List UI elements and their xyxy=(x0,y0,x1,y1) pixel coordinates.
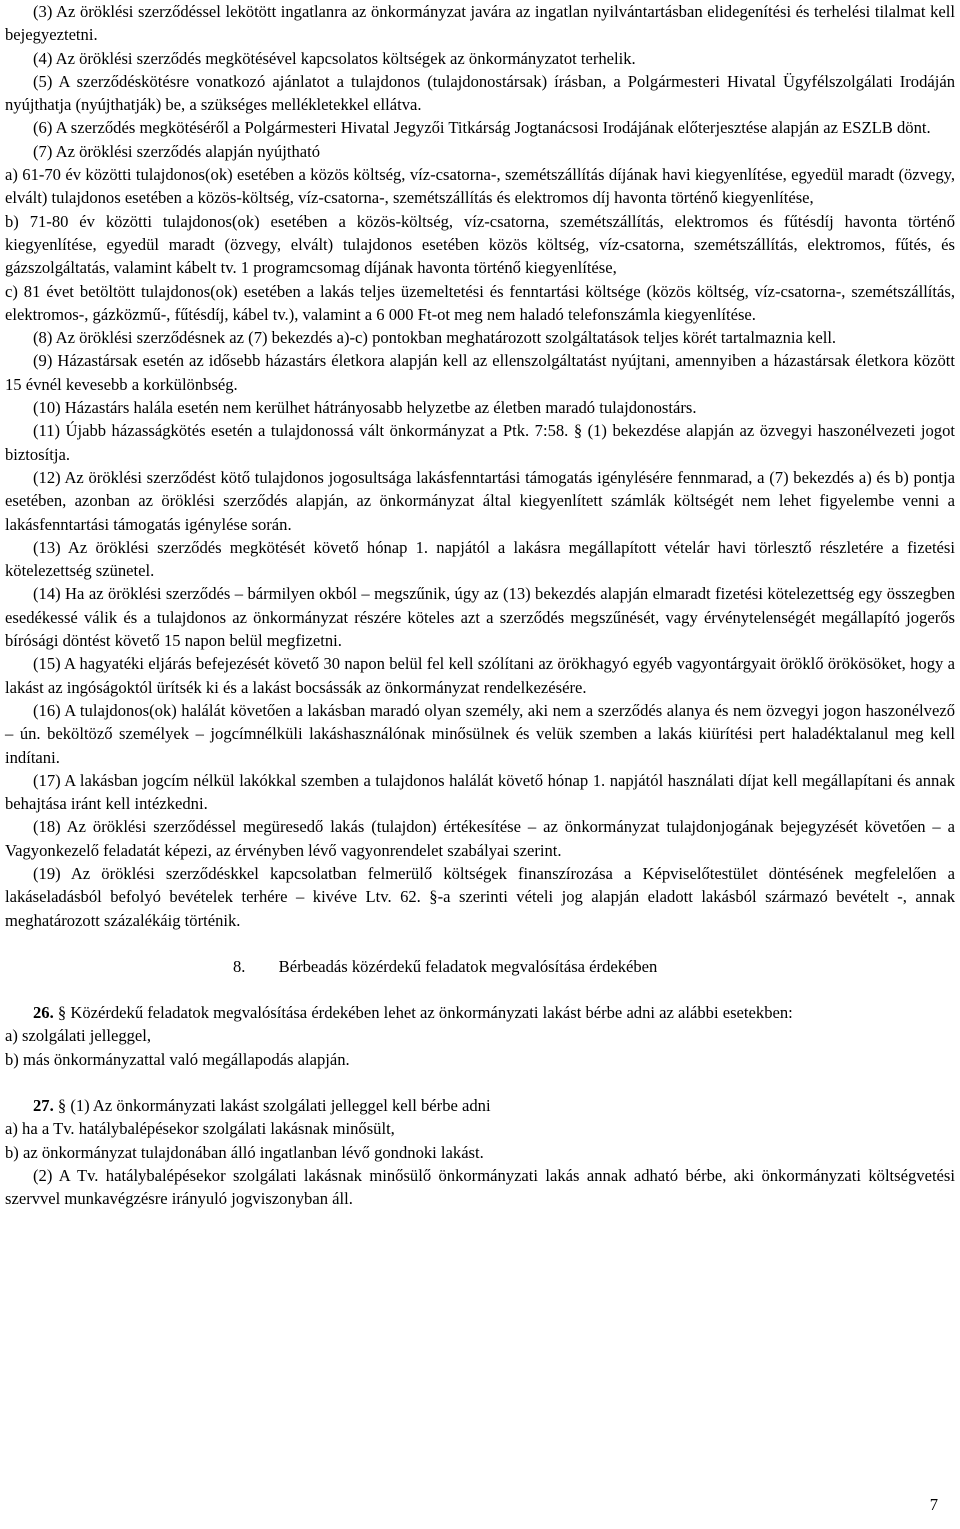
section-26-number: 26. xyxy=(33,1003,54,1023)
paragraph-7: (7) Az öröklési szerződés alapján nyújtható xyxy=(33,141,321,161)
document-body xyxy=(5,0,955,1211)
paragraph-13: (13) Az öröklési szerződés megkötését követő hónap 1. napjától a lakásra megállapított vételár havi törlesztő részletére a fizetési kötelezettség szünetel. xyxy=(5,537,955,581)
paragraph-18: (18) Az öröklési szerződéssel megüresedő lakás (tulajdon) értékesítése – az önkormányzat tulajdonjogának bejegyzését követően – a Vagyonkezelő feladatát képezi, az érvényben lévő vagyonrendelet szabályai szerint. xyxy=(5,817,955,860)
section-26 xyxy=(5,1001,955,1024)
paragraph-19: (19) Az öröklési szerződéskkel kapcsolatban felmerülő költségek finanszírozása a Képviselőtestület döntésének megfelelően a lakáseladásból befolyó bevételek terhére – kivéve Ltv. 62. §-a szerinti vételi jog alapján eladott lakásból származó bevételt -, annak meghatározott százalékáig történik. xyxy=(5,863,955,930)
section-26-text: § Közérdekű feladatok megvalósítása érdekében lehet az önkormányzati lakást bérbe adni az alábbi esetekben: xyxy=(53,1003,793,1023)
paragraph-7c: c) 81 évet betöltött tulajdonos(ok) esetében a lakás teljes üzemeltetési és fenntartási költsége (közös költség, víz-csatorna-, szemétszállítás, elektromos-, gázközmű-, fűtésdíj, kábel tv.), valamint a 6 000 Ft-ot meg nem haladó telefonszámla kiegyenlítése. xyxy=(5,281,955,324)
section-26-item-a: a) szolgálati jelleggel, xyxy=(5,1026,152,1046)
paragraph-9: (9) Házastársak esetén az idősebb házastárs életkora alapján kell az ellenszolgáltatást nyújtani, amennyiben a házastársak életkora között 15 évnél kevesebb a korkülönbség. xyxy=(5,351,955,394)
section-27-item-b: b) az önkormányzat tulajdonában álló ingatlanban lévő gondnoki lakást. xyxy=(5,1142,484,1162)
section-gap xyxy=(5,1071,955,1094)
paragraph-12: (12) Az öröklési szerződést kötő tulajdonos jogosultsága lakásfenntartási támogatás igénylésére fennmarad, a (7) bekezdés a) és b) pontja esetében, azonban az öröklési szerződés alapján, az önkormányzat által kiegyenlített számlák költségét nem lehet figyelembe venni a lakásfenntartási támogatás igénylése során. xyxy=(5,467,955,534)
paragraph-10: (10) Házastárs halála esetén nem kerülhet hátrányosabb helyzetbe az életben maradó tulajdonostárs. xyxy=(33,398,697,418)
chapter-heading: 8. Bérbeadás közérdekű feladatok megvalósítása érdekében xyxy=(233,956,658,976)
paragraph-15: (15) A hagyatéki eljárás befejezését követő 30 napon belül fel kell szólítani az örökhagyó egyéb vagyontárgyait öröklő örökösöket, hogy a lakást az ingóságoktól ürítsék ki és a lakást bocsássák az önkormányzat rendelkezésére. xyxy=(5,654,955,697)
paragraph-7a: a) 61-70 év közötti tulajdonos(ok) esetében a közös költség, víz-csatorna-, szemétszállítás díjának havi kiegyenlítése, egyedül maradt (özvegy, elvált) tulajdonos esetében a közös-költség, víz-csatorna-, szemétszállítás és elektromos díj havonta történő kiegyenlítése, xyxy=(5,165,955,208)
paragraph-8: (8) Az öröklési szerződésnek az (7) bekezdés a)-c) pontokban meghatározott szolgáltatások teljes körét tartalmaznia kell. xyxy=(33,328,837,348)
section-26-item-b: b) más önkormányzattal való megállapodás alapján. xyxy=(5,1049,350,1069)
paragraph-4: (4) Az öröklési szerződés megkötésével kapcsolatos költségek az önkormányzatot terhelik. xyxy=(33,48,636,68)
paragraph-5: (5) A szerződéskötésre vonatkozó ajánlatot a tulajdonos (tulajdonostársak) írásban, a Polgármesteri Hivatal Ügyfélszolgálati Irodáján nyújthatja (nyújthatják) be, a szükséges mellékletekkel ellátva. xyxy=(5,71,955,115)
paragraph-17: (17) A lakásban jogcím nélkül lakókkal szemben a tulajdonos halálát követő hónap 1. napjától használati díjat kell megállapítani és annak behajtása iránt kell intézkedni. xyxy=(5,770,955,814)
paragraph-3: (3) Az öröklési szerződéssel lekötött ingatlanra az önkormányzat javára az ingatlan nyilvántartásban elidegenítési és terhelési tilalmat kell bejegyeztetni. xyxy=(5,2,955,45)
section-27-paragraph-2: (2) A Tv. hatálybalépésekor szolgálati lakásnak minősülő önkormányzati lakás annak adható bérbe, aki önkormányzati költségvetési szervvel munkavégzésre irányuló jogviszonyban áll. xyxy=(5,1165,955,1209)
section-27-number: 27. xyxy=(33,1096,54,1116)
page-number: 7 xyxy=(929,1495,938,1514)
section-27-text: § (1) Az önkormányzati lakást szolgálati jelleggel kell bérbe adni xyxy=(53,1096,491,1116)
paragraph-14: (14) Ha az öröklési szerződés – bármilyen okból – megszűnik, úgy az (13) bekezdés alapján elmaradt fizetési kötelezettség egy összegben esedékessé válik és a tulajdonos az önkormányzat részére köteles azt a szerződés megszűnését, vagy érvénytelenségét megállapító jogerős bírósági döntést követő 15 napon belül megfizetni. xyxy=(5,584,955,651)
paragraph-6: (6) A szerződés megkötéséről a Polgármesteri Hivatal Jegyzői Titkárság Jogtanácsosi Irodájának előterjesztése alapján az ESZLB dönt. xyxy=(33,118,931,138)
paragraph-7b: b) 71-80 év közötti tulajdonos(ok) esetében a közös-költség, víz-csatorna, szemétszállítás, elektromos és fűtésdíj havonta történő kiegyenlítése, egyedül maradt (özvegy, elvált) tulajdonos esetében közös költség, víz-csatorna, szemétszállítás, elektromos, fűtés, és gázszolgáltatás, valamint kábelt tv. 1 programcsomag díjának havonta történő kiegyenlítése, xyxy=(5,211,955,278)
paragraph-16: (16) A tulajdonos(ok) halálát követően a lakásban maradó olyan személy, aki nem a szerződés alanya és nem özvegyi jogon haszonélvező – ún. beköltöző személyek – jogcímnélküli lakáshasználónak minősülnek és velük szemben a lakás kiürítési pert haladéktalanul meg kell indítani. xyxy=(5,700,955,767)
section-27 xyxy=(5,1094,955,1117)
paragraph-11: (11) Újabb házasságkötés esetén a tulajdonossá vált önkormányzat a Ptk. 7:58. § (1) bekezdése alapján az özvegyi haszonélvezeti jogot biztosítja. xyxy=(5,421,955,464)
section-27-item-a: a) ha a Tv. hatálybalépésekor szolgálati lakásnak minősült, xyxy=(5,1119,395,1139)
